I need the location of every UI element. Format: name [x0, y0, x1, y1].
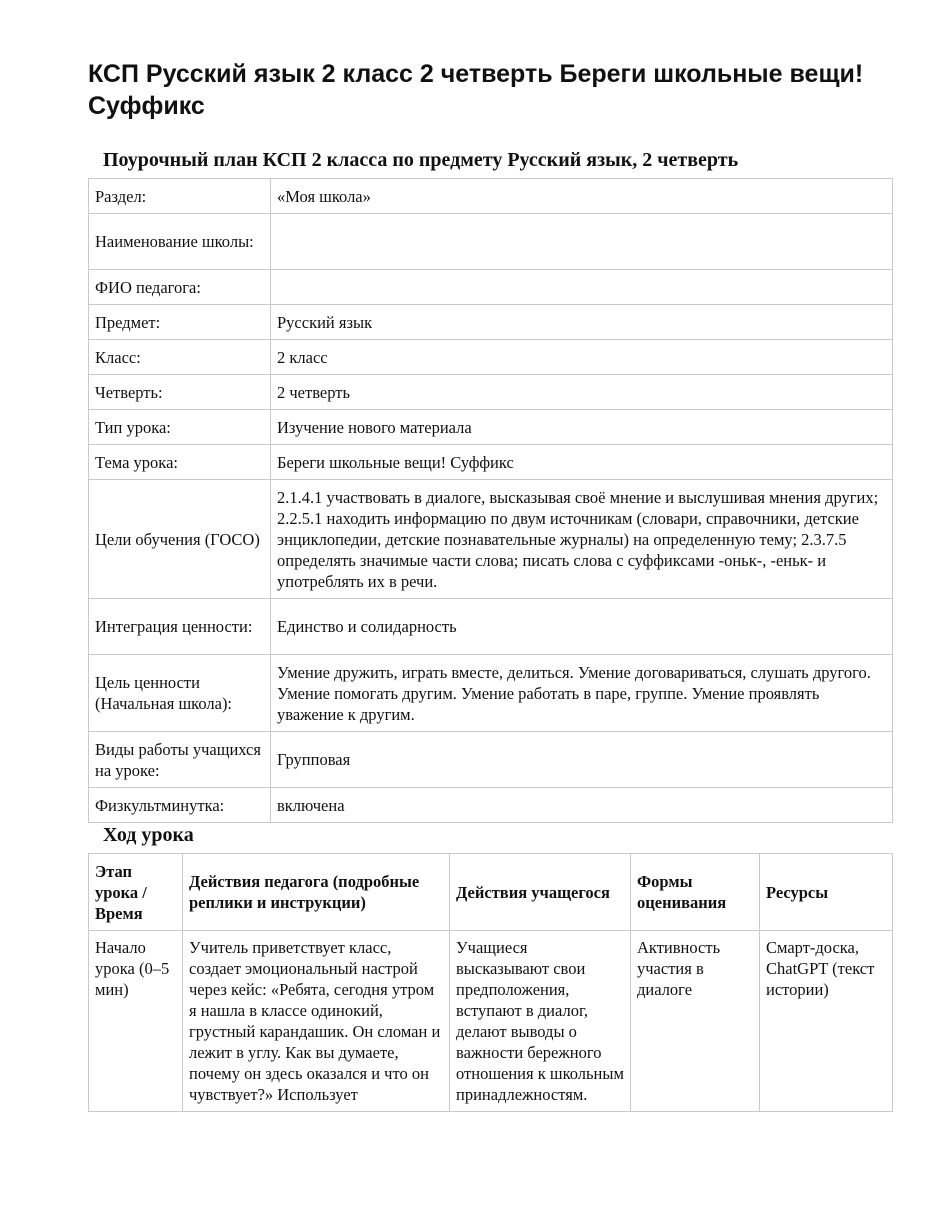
table-row [89, 375, 893, 410]
table-row [89, 480, 893, 599]
column-header-resources: Ресурсы [760, 854, 893, 931]
lesson-info-table [88, 178, 893, 823]
info-value: 2 класс [271, 340, 893, 375]
info-label: Наименование школы: [89, 214, 271, 270]
info-label: Тема урока: [89, 445, 271, 480]
info-value: 2.1.4.1 участвовать в диалоге, высказывая своё мнение и выслушивая мнения других; 2.2.5.1 находить информацию по двум источникам (словари, справочники, детские энциклопедии, детские познавательные журналы) на определенную тему; 2.3.7.5 определять значимые части слова; писать слова с суффиксами -оньк-, -еньк- и употреблять их в речи. [271, 480, 893, 599]
table-row [89, 214, 893, 270]
student-actions-cell: Учащиеся высказывают свои предположения, вступают в диалог, делают выводы о важности бережного отношения к школьным принадлежностям. [450, 931, 631, 1112]
table-row [89, 410, 893, 445]
table-row [89, 270, 893, 305]
info-label: Виды работы учащихся на уроке: [89, 732, 271, 788]
table-row [89, 340, 893, 375]
plan-heading: Поурочный план КСП 2 класса по предмету Русский язык, 2 четверть [103, 149, 739, 171]
info-value: Единство и солидарность [271, 599, 893, 655]
info-label: ФИО педагога: [89, 270, 271, 305]
teacher-actions-cell: Учитель приветствует класс, создает эмоциональный настрой через кейс: «Ребята, сегодня утром я нашла в классе одинокий, грустный карандашик. Он сломан и лежит в углу. Как вы думаете, почему он здесь оказался и что он чувствует?» Использует [183, 931, 450, 1112]
stage-cell: Начало урока (0–5 мин) [89, 931, 183, 1112]
table-row [89, 931, 893, 1112]
info-label: Четверть: [89, 375, 271, 410]
info-value: Изучение нового материала [271, 410, 893, 445]
info-value [271, 270, 893, 305]
resources-cell: Смарт-доска, ChatGPT (текст истории) [760, 931, 893, 1112]
info-value: «Моя школа» [271, 179, 893, 214]
document-page [88, 58, 893, 1112]
info-label: Физкультминутка: [89, 788, 271, 823]
table-row [89, 655, 893, 732]
column-header-stage: Этап урока / Время [89, 854, 183, 931]
column-header-assessment: Формы оценивания [631, 854, 760, 931]
table-row [89, 179, 893, 214]
info-value: Русский язык [271, 305, 893, 340]
info-label: Предмет: [89, 305, 271, 340]
table-row [89, 305, 893, 340]
info-label: Цель ценности (Начальная школа): [89, 655, 271, 732]
table-row [89, 445, 893, 480]
info-value: Умение дружить, играть вместе, делиться. Умение договариваться, слушать другого. Умение помогать другим. Умение работать в паре, группе. Умение проявлять уважение к другим. [271, 655, 893, 732]
lesson-flow-table [88, 853, 893, 1112]
info-label: Раздел: [89, 179, 271, 214]
table-row [89, 732, 893, 788]
table-row [89, 788, 893, 823]
assessment-cell: Активность участия в диалоге [631, 931, 760, 1112]
lesson-heading: Ход урока [103, 824, 194, 846]
info-label: Интеграция ценности: [89, 599, 271, 655]
info-label: Тип урока: [89, 410, 271, 445]
info-value: 2 четверть [271, 375, 893, 410]
info-value: включена [271, 788, 893, 823]
document-title: КСП Русский язык 2 класс 2 четверть Береги школьные вещи! Суффикс [88, 60, 864, 120]
table-row [89, 599, 893, 655]
info-value [271, 214, 893, 270]
info-value: Береги школьные вещи! Суффикс [271, 445, 893, 480]
table-header-row [89, 854, 893, 931]
info-label: Класс: [89, 340, 271, 375]
info-label: Цели обучения (ГОСО) [89, 480, 271, 599]
column-header-student: Действия учащегося [450, 854, 631, 931]
column-header-teacher: Действия педагога (подробные реплики и инструкции) [183, 854, 450, 931]
info-value: Групповая [271, 732, 893, 788]
